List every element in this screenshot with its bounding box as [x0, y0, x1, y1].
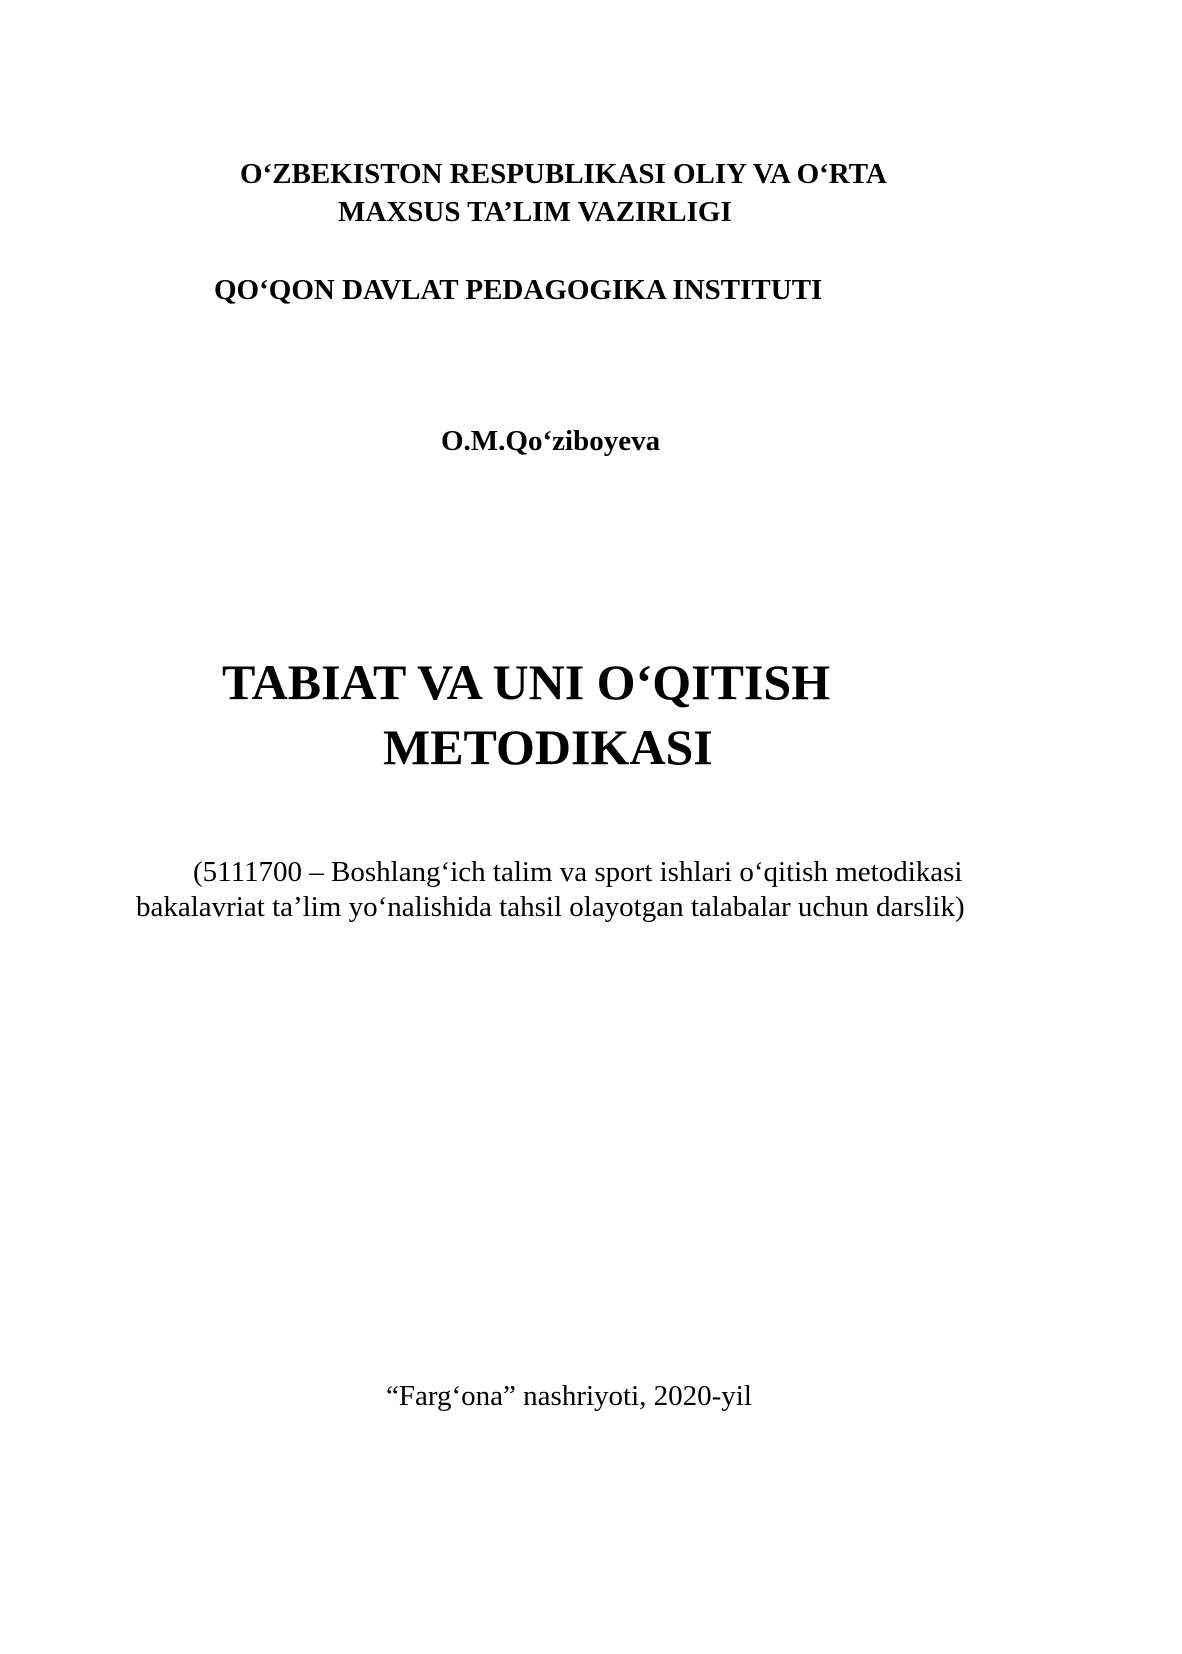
book-title-line-2: METODIKASI: [383, 719, 713, 775]
institute-name: QO‘QON DAVLAT PEDAGOGIKA INSTITUTI: [214, 274, 823, 306]
book-description-line-1: (5111700 – Boshlang‘ich talim va sport ishlari o‘qitish metodikasi: [193, 856, 963, 888]
author-name: O.M.Qo‘ziboyeva: [441, 425, 661, 457]
ministry-name-line-2: MAXSUS TA’LIM VAZIRLIGI: [338, 196, 732, 228]
publisher-imprint: “Farg‘ona” nashriyoti, 2020-yil: [386, 1380, 752, 1412]
book-title-line-1: TABIAT VA UNI O‘QITISH: [222, 654, 831, 710]
book-description-line-2: bakalavriat ta’lim yo‘nalishida tahsil olayotgan talabalar uchun darslik): [136, 891, 965, 923]
ministry-name-line-1: O‘ZBEKISTON RESPUBLIKASI OLIY VA O‘RTA: [240, 158, 887, 190]
